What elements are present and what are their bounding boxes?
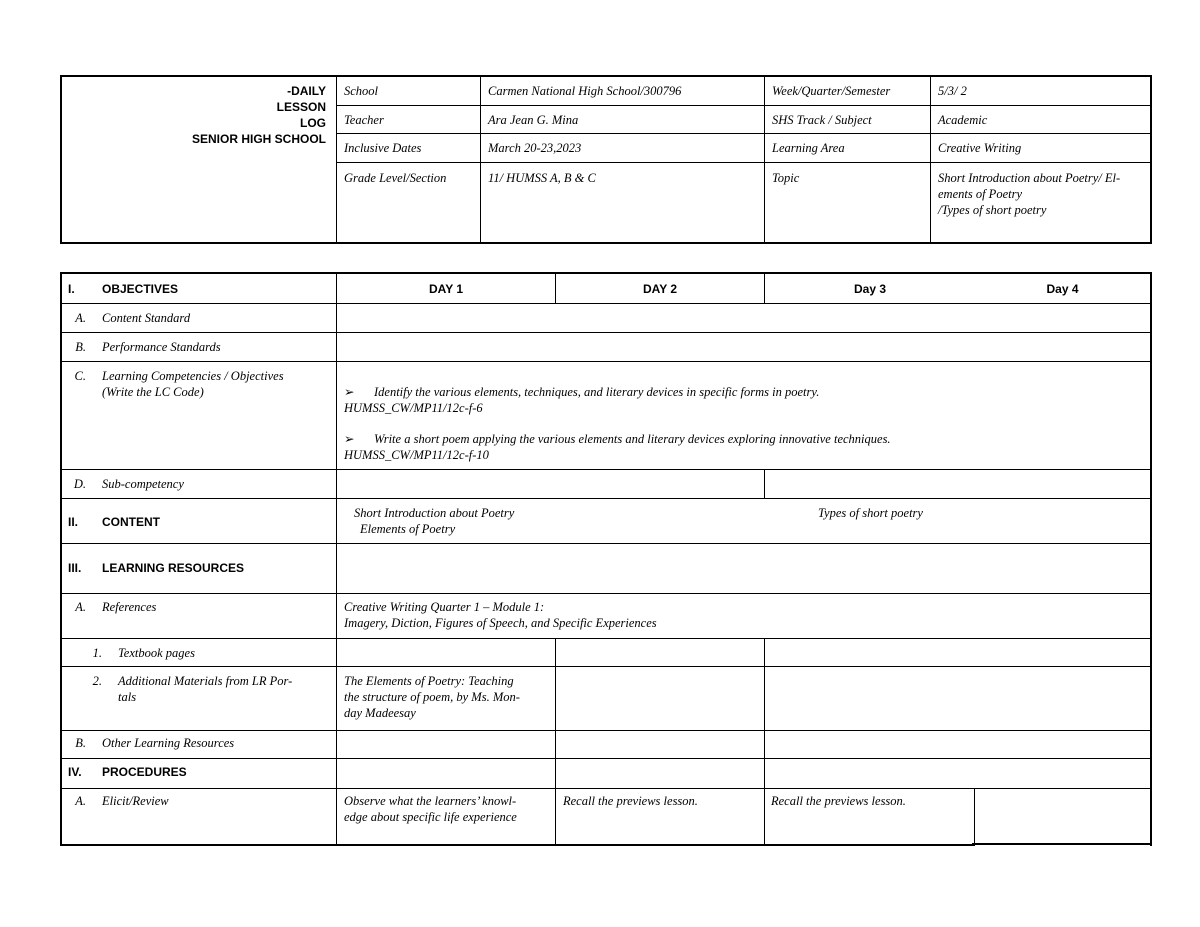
track-label: SHS Track / Subject: [772, 113, 872, 127]
competency-text: Write a short poem applying the various elements and literary devices exploring innovative techniques.: [374, 432, 891, 446]
divider: [62, 332, 1150, 333]
divider: [336, 274, 337, 846]
dates-value: March 20-23,2023: [488, 141, 582, 155]
topic-line: /Types of short poetry: [938, 203, 1047, 217]
item-label: Performance Standards: [102, 340, 221, 354]
competency-code: HUMSS_CW/MP11/12c-f-10: [344, 448, 489, 462]
divider: [62, 730, 1150, 731]
material-line: the structure of poem, by Ms. Mon-: [344, 690, 520, 704]
elicit-day2: Recall the previews lesson.: [563, 794, 698, 808]
other-resources-label: [62, 735, 234, 751]
track-value: Academic: [938, 113, 988, 127]
item-letter: A.: [75, 794, 86, 808]
arrow-bullet-icon: ➢: [344, 385, 355, 399]
school-value: Carmen National High School/300796: [488, 84, 682, 98]
topic-line: ements of Poetry: [938, 187, 1023, 201]
content-day12: [354, 505, 514, 537]
additional-materials-value: [344, 673, 520, 721]
section-label: PROCEDURES: [102, 765, 187, 779]
competency-item: [344, 431, 891, 463]
competency-code: HUMSS_CW/MP11/12c-f-6: [344, 401, 483, 415]
divider: [930, 77, 931, 242]
divider: [336, 162, 1150, 163]
day3-header: Day 3: [853, 282, 887, 296]
item-letter: A.: [75, 311, 86, 325]
elicit-label: [62, 793, 169, 809]
references-label: [62, 599, 156, 615]
grade-label: Grade Level/Section: [344, 171, 447, 185]
divider: [764, 77, 765, 242]
section-label: CONTENT: [102, 515, 160, 529]
divider: [336, 77, 337, 242]
item-label: Content Standard: [102, 311, 191, 325]
page-title: [62, 83, 326, 147]
divider: [480, 77, 481, 242]
divider: [62, 469, 1150, 470]
item-letter: 2.: [92, 674, 102, 688]
item-letter: A.: [75, 600, 86, 614]
area-value: Creative Writing: [938, 141, 1022, 155]
dates-label: Inclusive Dates: [344, 141, 422, 155]
title-line: LOG: [300, 116, 326, 130]
topic-label: Topic: [772, 171, 800, 185]
section-number: IV.: [68, 765, 82, 779]
day4-header: Day 4: [1046, 282, 1079, 296]
divider: [62, 758, 1150, 759]
additional-materials-label: [78, 673, 292, 705]
content-line: Elements of Poetry: [360, 522, 456, 536]
divider: [62, 303, 1150, 304]
divider: [62, 788, 1150, 789]
divider: [62, 361, 1150, 362]
divider: [555, 638, 556, 846]
content-standard-label: [62, 310, 190, 326]
learning-resources-heading: [68, 560, 244, 576]
divider: [62, 638, 1150, 639]
topic-value: [938, 170, 1120, 218]
elicit-line: Observe what the learners’ knowl-: [344, 794, 517, 808]
elicit-day1: [344, 793, 517, 825]
textbook-pages-label: [78, 645, 195, 661]
title-line: SENIOR HIGH SCHOOL: [191, 132, 326, 146]
divider: [60, 844, 975, 846]
divider: [974, 788, 975, 846]
item-letter: B.: [75, 340, 86, 354]
day1-header: DAY 1: [428, 282, 464, 296]
header-table: [60, 75, 1152, 244]
divider: [62, 543, 1150, 544]
competency-item: [344, 384, 819, 416]
item-label: tals: [118, 690, 137, 704]
title-line: LESSON: [276, 100, 326, 114]
divider: [336, 105, 1150, 106]
learning-competencies-label: [62, 368, 284, 400]
content-heading: [68, 514, 160, 530]
reference-line: Creative Writing Quarter 1 – Module 1:: [344, 600, 545, 614]
divider: [62, 666, 1150, 667]
section-label: LEARNING RESOURCES: [102, 561, 245, 575]
school-label: School: [344, 84, 379, 98]
item-label: (Write the LC Code): [102, 385, 204, 399]
day2-header: DAY 2: [642, 282, 678, 296]
teacher-label: Teacher: [344, 113, 384, 127]
section-number: I.: [68, 282, 75, 296]
reference-line: Imagery, Diction, Figures of Speech, and Specific Experiences: [344, 616, 657, 630]
performance-standards-label: [62, 339, 221, 355]
lesson-table: [60, 272, 1152, 846]
week-value: 5/3/ 2: [938, 84, 967, 98]
area-label: Learning Area: [772, 141, 845, 155]
objectives-heading: [68, 281, 178, 297]
arrow-bullet-icon: ➢: [344, 432, 355, 446]
topic-line: Short Introduction about Poetry/ El-: [938, 171, 1121, 185]
item-label: References: [102, 600, 157, 614]
divider: [336, 133, 1150, 134]
grade-value: 11/ HUMSS A, B & C: [488, 171, 596, 185]
section-number: III.: [68, 561, 82, 575]
competency-text: Identify the various elements, techniques, and literary devices in specific forms in poetry.: [374, 385, 820, 399]
item-letter: C.: [74, 369, 86, 383]
sub-competency-label: [62, 476, 184, 492]
divider: [764, 469, 765, 498]
section-label: OBJECTIVES: [102, 282, 179, 296]
divider: [62, 498, 1150, 499]
item-label: Additional Materials from LR Por-: [118, 674, 293, 688]
item-label: Learning Competencies / Objectives: [102, 369, 284, 383]
title-line: -DAILY: [287, 84, 326, 98]
references-value: [344, 599, 657, 631]
item-label: Textbook pages: [118, 646, 195, 660]
teacher-value: Ara Jean G. Mina: [488, 113, 579, 127]
item-letter: 1.: [92, 646, 102, 660]
item-label: Elicit/Review: [102, 794, 169, 808]
week-label: Week/Quarter/Semester: [772, 84, 891, 98]
divider: [972, 843, 1152, 845]
item-letter: B.: [75, 736, 86, 750]
procedures-heading: [68, 764, 187, 780]
divider: [764, 638, 765, 846]
item-label: Other Learning Resources: [102, 736, 235, 750]
divider: [62, 593, 1150, 594]
material-line: The Elements of Poetry: Teaching: [344, 674, 514, 688]
elicit-line: edge about specific life experience: [344, 810, 517, 824]
content-day34: Types of short poetry: [818, 506, 923, 520]
section-number: II.: [68, 515, 79, 529]
item-letter: D.: [73, 477, 86, 491]
content-line: Short Introduction about Poetry: [354, 506, 515, 520]
material-line: day Madeesay: [344, 706, 416, 720]
elicit-day3: Recall the previews lesson.: [771, 794, 906, 808]
item-label: Sub-competency: [102, 477, 184, 491]
